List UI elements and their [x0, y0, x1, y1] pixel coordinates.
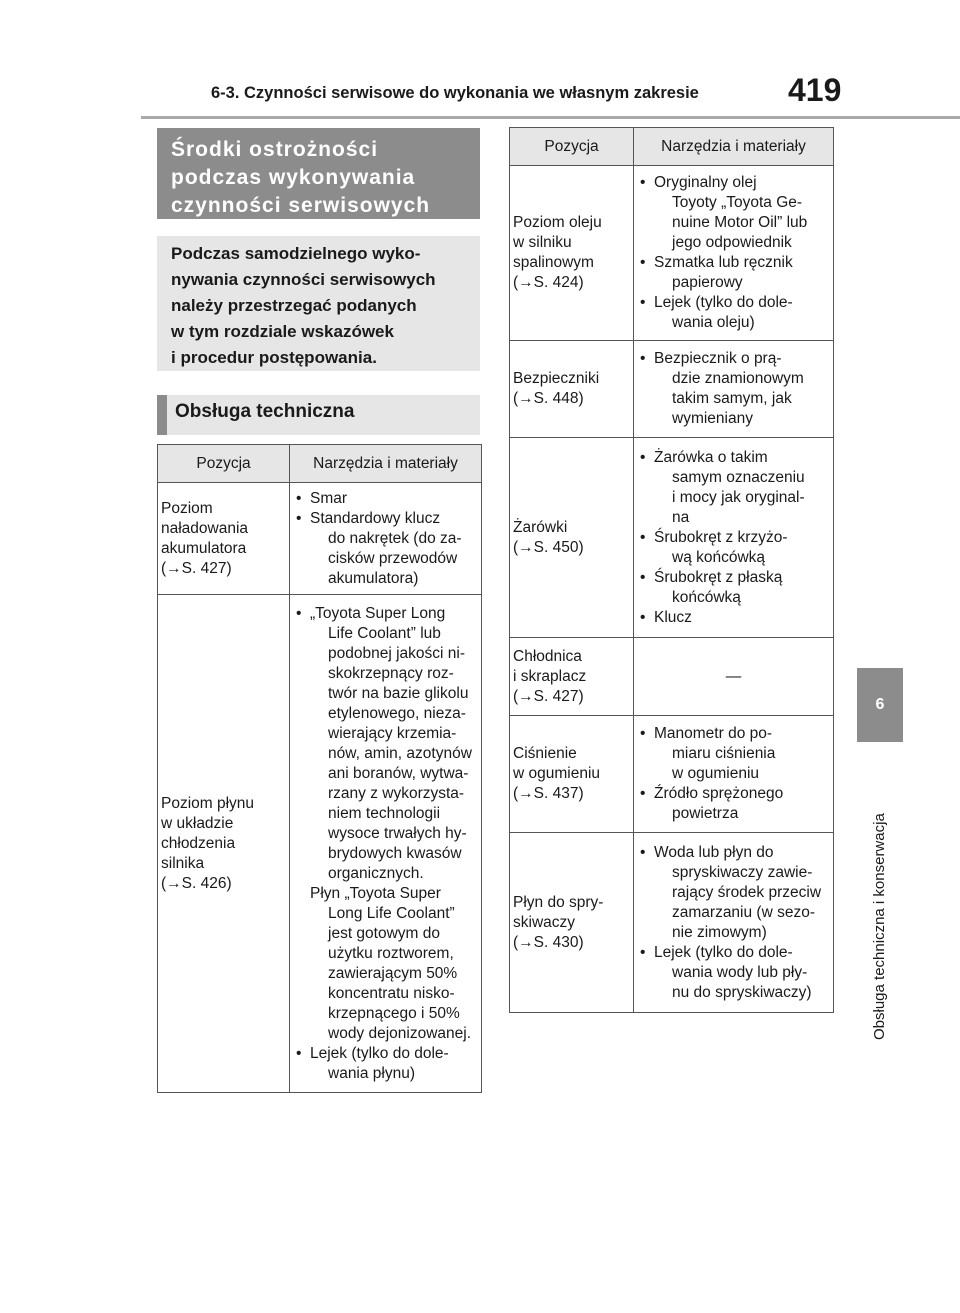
tools-list-item: [640, 253, 833, 293]
tools-list: [634, 349, 833, 429]
position-line: (→S. 424): [513, 274, 584, 291]
column-header-tools: Narzędzia i materiały: [634, 128, 834, 166]
position-line: chłodzenia: [161, 834, 236, 852]
tools-list-item: [640, 608, 833, 628]
position-cell: [158, 595, 290, 1093]
position-line: skiwaczy: [513, 913, 576, 931]
tools-cell: [634, 833, 834, 1013]
position-cell: [510, 833, 634, 1013]
tools-line: brydowych kwasów: [328, 844, 462, 862]
position-cell: [158, 483, 290, 595]
position-line: (→S. 426): [161, 874, 232, 892]
table-row: [510, 341, 834, 438]
tools-line: nie zimowym): [672, 923, 767, 941]
tools-line: jego odpowiednik: [672, 234, 792, 251]
position-cell: [510, 716, 634, 833]
column-header-position: Pozycja: [510, 128, 634, 166]
tools-line: akumulatora): [328, 569, 419, 587]
safety-text-line: Podczas samodzielnego wyko-: [171, 244, 421, 263]
tools-list-item: [296, 604, 481, 884]
position-line: Ciśnienie: [513, 745, 577, 762]
table-row: [510, 438, 834, 638]
tools-line: krzepnącego i 50%: [328, 1004, 460, 1022]
position-line: (→S. 437): [513, 785, 584, 802]
position-line: Poziom oleju: [513, 214, 602, 231]
position-line: Żarówki: [513, 518, 568, 536]
tools-line: • Lejek (tylko do dole-: [654, 294, 793, 311]
tools-list-item: [640, 448, 833, 528]
tools-cell: [634, 716, 834, 833]
tools-line: niem technologii: [328, 804, 441, 822]
tools-line: wą końcówką: [672, 548, 766, 566]
section-heading-box: [157, 395, 480, 435]
tools-line: • „Toyota Super Long: [310, 604, 446, 622]
position-line: (→S. 427): [513, 687, 584, 705]
tools-list-item: [640, 724, 833, 784]
tools-list-item: [640, 349, 833, 429]
tools-line: jest gotowym do: [328, 924, 440, 942]
tools-line: Płyn „Toyota Super: [310, 884, 441, 902]
column-header-tools: Narzędzia i materiały: [290, 445, 482, 483]
tools-cell: [290, 595, 482, 1093]
tools-cell: [290, 483, 482, 595]
position-line: (→S. 450): [513, 538, 584, 556]
tools-line: dzie znamionowym: [672, 370, 804, 387]
tools-line: • Śrubokręt z krzyżo-: [654, 528, 788, 546]
tools-line: wymieniany: [672, 410, 753, 427]
tools-line: wody dejonizowanej.: [328, 1024, 472, 1042]
position-line: w ogumieniu: [513, 765, 601, 782]
table-row: [510, 716, 834, 833]
tools-line: takim samym, jak: [672, 390, 792, 407]
tools-line: zawierającym 50%: [328, 964, 458, 982]
tools-list: [634, 173, 833, 333]
tools-list-item: [640, 784, 833, 824]
tools-cell: [634, 341, 834, 438]
tools-line: • Żarówka o takim: [654, 448, 768, 466]
position-line: Poziom: [161, 499, 213, 517]
tools-line: skokrzepnący roz-: [328, 664, 454, 682]
tools-line: rzany z wykorzysta-: [328, 784, 465, 802]
tools-list: [290, 489, 481, 589]
tools-line: • Manometr do po-: [654, 725, 773, 742]
chapter-tab-number: 6: [875, 696, 885, 713]
tools-list-item: [640, 943, 833, 1003]
tools-line: nuine Motor Oil” lub: [672, 214, 808, 231]
tools-line: Life Coolant” lub: [328, 624, 441, 642]
tools-line: rający środek przeciw: [672, 883, 822, 901]
tools-line: podobnej jakości ni-: [328, 644, 466, 662]
maintenance-table-left: [157, 444, 482, 1093]
tools-line: nów, amin, azotynów: [328, 744, 472, 762]
tools-line: zamarzaniu (w sezo-: [672, 903, 815, 921]
tools-line: do nakrętek (do za-: [328, 529, 462, 547]
position-line: naładowania: [161, 519, 249, 537]
tools-line: • Klucz: [654, 608, 692, 626]
tools-line: i mocy jak oryginal-: [672, 488, 805, 506]
tools-line: na: [672, 508, 690, 526]
table-row: [158, 483, 482, 595]
column-header-position: Pozycja: [158, 445, 290, 483]
tools-line: powietrza: [672, 805, 739, 822]
chapter-tab: [857, 668, 903, 742]
tools-line: • Szmatka lub ręcznik: [654, 254, 793, 271]
tools-line: ani boranów, wytwa-: [328, 764, 469, 782]
tools-list-item: [640, 568, 833, 608]
safety-heading-line: czynności serwisowych: [171, 194, 431, 217]
position-line: Bezpieczniki: [513, 370, 600, 387]
position-line: w układzie: [161, 814, 234, 832]
section-heading: Obsługa techniczna: [175, 401, 355, 422]
tools-list-item: [640, 528, 833, 568]
tools-line: wania wody lub pły-: [672, 963, 808, 981]
tools-list-item: [640, 843, 833, 943]
safety-text-line: w tym rozdziale wskazówek: [171, 322, 394, 341]
table-row: [510, 166, 834, 341]
position-line: Płyn do spry-: [513, 893, 604, 911]
chapter-side-label-text: Obsługa techniczna i konserwacja: [871, 813, 888, 1040]
tools-line: wysoce trwałych hy-: [328, 824, 467, 842]
tools-line: papierowy: [672, 274, 743, 291]
safety-heading-box: [157, 128, 480, 219]
safety-text-line: nywania czynności serwisowych: [171, 270, 436, 289]
tools-line: użytku roztworem,: [328, 944, 454, 962]
position-line: (→S. 427): [161, 559, 232, 577]
tools-list: [634, 448, 833, 628]
table-row: [510, 638, 834, 716]
tools-line: • Woda lub płyn do: [654, 843, 774, 861]
safety-heading-line: Środki ostrożności: [171, 138, 379, 161]
tools-line: • Bezpiecznik o prą-: [654, 350, 782, 367]
tools-line: Toyoty „Toyota Ge-: [672, 194, 803, 211]
tools-list-item: [640, 293, 833, 333]
tools-list-item: [296, 509, 481, 589]
tools-list: [634, 724, 833, 824]
tools-line: spryskiwaczy zawie-: [672, 863, 813, 881]
position-line: i skraplacz: [513, 667, 587, 685]
tools-line: • Oryginalny olej: [654, 174, 757, 191]
tools-line: • Śrubokręt z płaską: [654, 568, 783, 586]
tools-line: • Standardowy klucz: [310, 509, 441, 527]
tools-cell: —: [634, 638, 834, 716]
table-row: [158, 595, 482, 1093]
tools-cell: [634, 438, 834, 638]
position-line: spalinowym: [513, 254, 594, 271]
position-cell: [510, 438, 634, 638]
tools-line: cisków przewodów: [328, 549, 458, 567]
tools-list-item: [296, 1044, 481, 1084]
tools-list: [290, 604, 481, 1084]
position-cell: [510, 638, 634, 716]
position-line: (→S. 448): [513, 390, 584, 407]
tools-list-item: [296, 489, 481, 509]
table-row: [510, 833, 834, 1013]
tools-line: końcówką: [672, 588, 741, 606]
tools-line: • Lejek (tylko do dole-: [654, 943, 793, 961]
tools-line: wania płynu): [328, 1064, 416, 1082]
position-line: akumulatora: [161, 539, 247, 557]
tools-line: twór na bazie glikolu: [328, 684, 469, 702]
position-line: w silniku: [513, 234, 572, 251]
safety-text: [171, 241, 436, 371]
tools-line: • Źródło sprężonego: [654, 785, 784, 802]
chapter-title: 6-3. Czynności serwisowe do wykonania we własnym zakresie: [211, 84, 699, 102]
position-cell: [510, 166, 634, 341]
tools-line: nu do spryskiwaczy): [672, 983, 812, 1001]
tools-note: [296, 884, 481, 1044]
tools-line: wierający krzemia-: [328, 724, 457, 742]
tools-line: etylenowego, nieza-: [328, 704, 466, 722]
position-line: Chłodnica: [513, 647, 582, 665]
tools-list-item: [640, 173, 833, 253]
tools-line: miaru ciśnienia: [672, 745, 776, 762]
safety-text-box: [157, 236, 480, 371]
safety-text-line: i procedur postępowania.: [171, 348, 377, 367]
safety-heading-line: podczas wykonywania: [171, 166, 416, 189]
position-line: Poziom płynu: [161, 794, 255, 812]
safety-text-line: należy przestrzegać podanych: [171, 296, 417, 315]
position-line: (→S. 430): [513, 933, 584, 951]
tools-line: • Smar: [310, 489, 348, 507]
maintenance-table-right: [509, 127, 834, 1013]
tools-list: [634, 843, 833, 1003]
tools-line: koncentratu nisko-: [328, 984, 455, 1002]
tools-line: organicznych.: [328, 864, 424, 882]
chapter-side-label: [868, 750, 892, 1040]
header-rule: [141, 116, 960, 119]
tools-line: samym oznaczeniu: [672, 468, 805, 486]
tools-line: wania oleju): [672, 314, 755, 331]
tools-cell: [634, 166, 834, 341]
tools-line: w ogumieniu: [672, 765, 760, 782]
position-cell: [510, 341, 634, 438]
position-line: silnika: [161, 854, 205, 872]
page-number: 419: [788, 72, 842, 108]
tools-line: Long Life Coolant”: [328, 904, 455, 922]
safety-heading: [171, 136, 430, 220]
tools-line: • Lejek (tylko do dole-: [310, 1044, 449, 1062]
